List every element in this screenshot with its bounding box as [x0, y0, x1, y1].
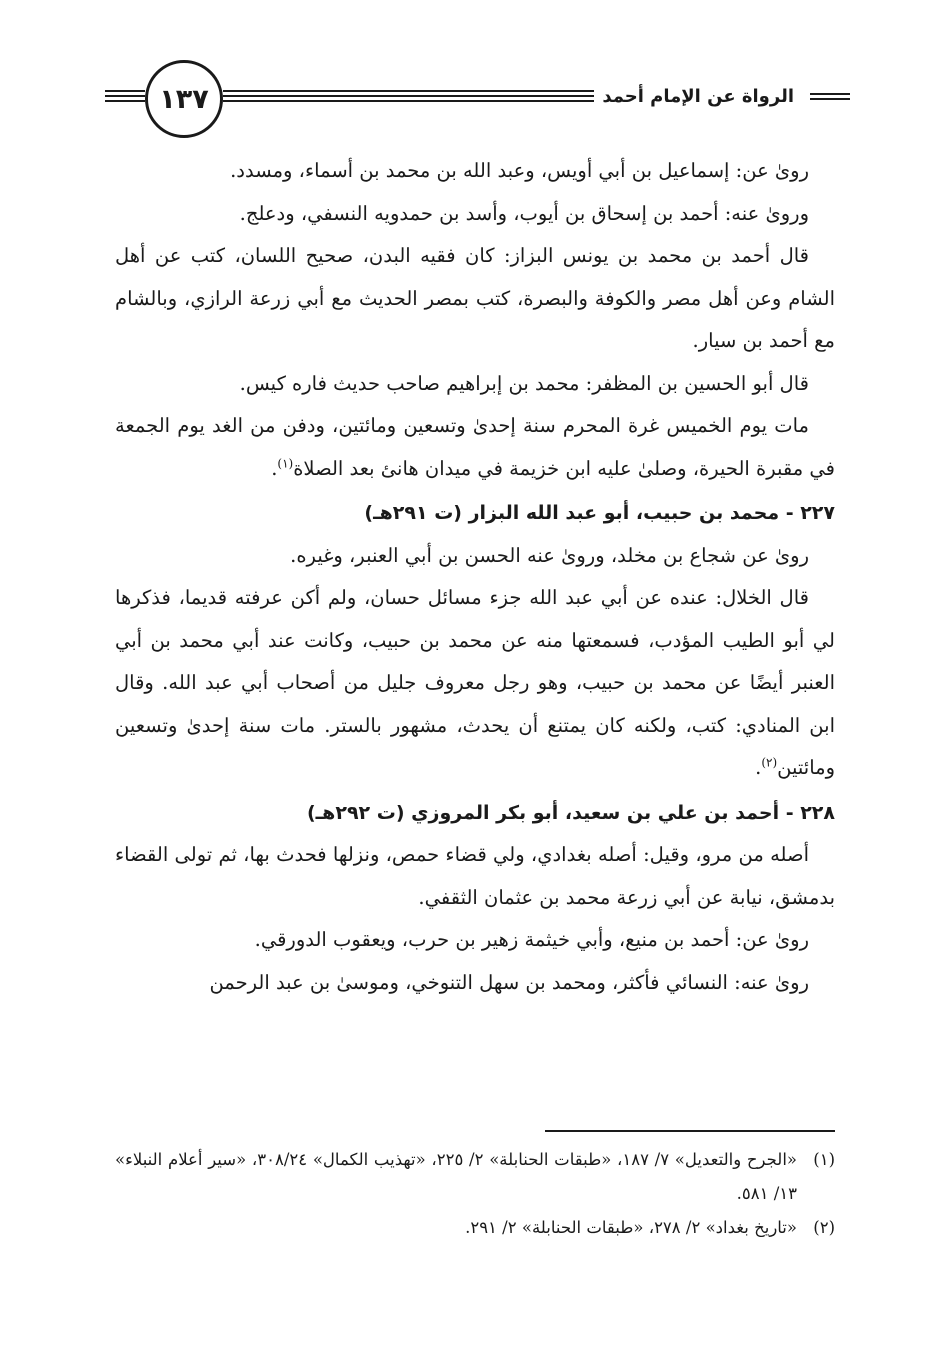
paragraph: قال أحمد بن محمد بن يونس البزاز: كان فقيه البدن، صحيح اللسان، كتب عن أهل الشام وعن أهل مصر والكوفة والبصرة، كتب بمصر الحديث مع أبي زرعة الرازي، وبالشام مع أحمد بن سيار. — [115, 244, 835, 352]
paragraph — [115, 405, 835, 490]
entry-heading-227: ٢٢٧ - محمد بن حبيب، أبو عبد الله البزار (ت ٢٩١هـ) — [364, 502, 835, 524]
footnote-ref: (٢) — [761, 755, 778, 770]
footnote-text: «الجرح والتعديل» ٧/ ١٨٧، «طبقات الحنابلة» ٢/ ٢٢٥، «تهذيب الكمال» ٣٠٨/٢٤، «سير أعلام النبلاء» ١٣/ ٥٨١. — [115, 1150, 798, 1203]
paragraph: رویٰ عن: إسماعيل بن أبي أويس، وعبد الله بن محمد بن أسماء، ومسدد. — [230, 159, 809, 182]
paragraph-end: . — [271, 456, 278, 480]
paragraph: رویٰ عن شجاع بن مخلد، ورویٰ عنه الحسن بن أبي العنبر، وغيره. — [290, 543, 809, 567]
footnote-text: «تاريخ بغداد» ٢/ ٢٧٨، «طبقات الحنابلة» ٢/ ٢٩١. — [465, 1218, 797, 1237]
footnote-number: (١) — [813, 1150, 835, 1169]
header-title: الرواة عن الإمام أحمد — [594, 86, 802, 107]
paragraph: رویٰ عن: أحمد بن منيع، وأبي خيثمة زهير بن حرب، ويعقوب الدورقي. — [254, 928, 809, 951]
footnote-ref: (١) — [277, 456, 294, 470]
entry-heading-228: ٢٢٨ - أحمد بن علي بن سعيد، أبو بكر المروزي (ت ٢٩٢هـ) — [306, 801, 835, 824]
header-rule-right — [810, 93, 850, 103]
footnote — [115, 1211, 835, 1245]
paragraph-end: . — [755, 756, 762, 779]
page-number: ١٣٧ — [145, 60, 223, 138]
paragraph-text: مات يوم الخميس غرة المحرم سنة إحدىٰ وتسعين ومائتين، ودفن من الغد يوم الجمعة في مقبرة الحيرة، وصلىٰ عليه ابن خزيمة في ميدان هانئ بعد الصلاة — [115, 414, 835, 480]
running-header — [105, 60, 850, 145]
main-text — [115, 150, 835, 1004]
paragraph: ورویٰ عنه: أحمد بن إسحاق بن أيوب، وأسد بن حمدويه النسفي، ودعلج. — [239, 201, 809, 225]
paragraph-text: قال الخلال: عنده عن أبي عبد الله جزء مسائل حسان، ولم أكن عرفته قديما، فذكرها لي أبو الطيب المؤدب، فسمعتها منه عن محمد بن حبيب، وكانت عند أبي محمد بن أبي العنبر أيضًا عن محمد بن حبيب، وهو رجل معروف جليل من أصحاب أبي عبد الله. وقال ابن المنادي: كتب، ولكنه كان يمتنع أن يحدث، مشهور بالستر. مات سنة إحدىٰ وتسعين ومائتين — [115, 586, 835, 779]
header-rule-middle — [223, 90, 633, 105]
footnotes — [115, 1143, 835, 1245]
paragraph: أصله من مرو، وقيل: أصله بغدادي، ولي قضاء حمص، ونزلها فحدث بها، ثم تولى القضاء بدمشق، نيابة عن أبي زرعة محمد بن عثمان الثقفي. — [115, 843, 835, 909]
header-rule-left — [105, 90, 145, 105]
paragraph: رویٰ عنه: النسائي فأكثر، ومحمد بن سهل التنوخي، وموسىٰ بن عبد الرحمن — [209, 970, 809, 994]
footnote-number: (٢) — [813, 1218, 835, 1237]
paragraph: قال أبو الحسين بن المظفر: محمد بن إبراهيم صاحب حديث فاره كيس. — [239, 371, 809, 395]
footnote-divider — [545, 1130, 835, 1132]
paragraph — [115, 577, 835, 790]
footnote — [115, 1143, 835, 1211]
